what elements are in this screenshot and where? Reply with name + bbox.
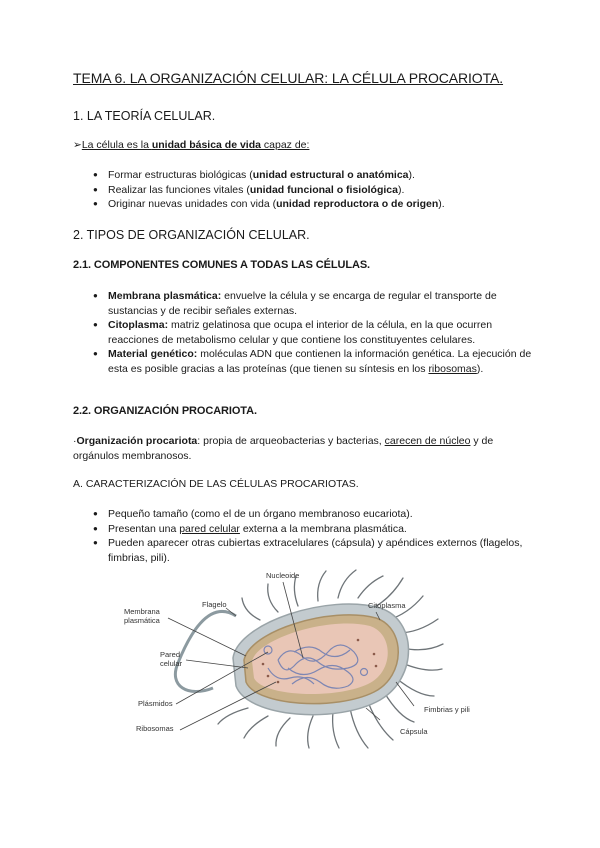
- prokaryotic-cell-diagram: [118, 568, 503, 758]
- label-ribosomas: Ribosomas: [136, 724, 174, 733]
- label-pared: Pared: [160, 650, 181, 659]
- cell-theory-list: [93, 168, 533, 212]
- subsection-a-heading: A. CARACTERIZACIÓN DE LAS CÉLULAS PROCARIOTAS.: [73, 478, 359, 490]
- label-membrana: Membrana: [124, 607, 160, 616]
- components-list: [93, 289, 533, 377]
- section-2-heading: 2. TIPOS DE ORGANIZACIÓN CELULAR.: [73, 228, 310, 242]
- label-plasmatica: plasmática: [124, 616, 160, 625]
- subsection-2-1-heading: 2.1. COMPONENTES COMUNES A TODAS LAS CÉLULAS.: [73, 259, 371, 271]
- label-fimbrias: Fimbrias y pili: [424, 705, 470, 714]
- intro-underlined: [82, 139, 310, 151]
- list-item: ● Material genético: moléculas ADN que contienen la información genética. La ejecución de esta es posible gracias a las proteínas (que tienen su síntesis en los ribosomas).: [93, 347, 533, 376]
- section-1-intro: [73, 138, 309, 153]
- list-item: ● Pequeño tamaño (como el de un órgano membranoso eucariota).: [93, 507, 533, 522]
- list-item: ● Formar estructuras biológicas (unidad estructural o anatómica).: [93, 168, 533, 183]
- intro-text-c: capaz de:: [260, 139, 310, 151]
- list-item: ● Pueden aparecer otras cubiertas extracelulares (cápsula) y apéndices externos (flagelos, fimbrias, pili).: [93, 536, 533, 565]
- page-title: TEMA 6. LA ORGANIZACIÓN CELULAR: LA CÉLULA PROCARIOTA.: [73, 70, 504, 86]
- label-capsula: Cápsula: [400, 727, 428, 736]
- list-item: ● Citoplasma: matriz gelatinosa que ocupa el interior de la célula, en la que ocurren reacciones de metabolismo celular y que contiene los constituyentes celulares.: [93, 318, 533, 347]
- arrow-bullet-icon: ➢: [73, 139, 82, 151]
- list-item: ● Presentan una pared celular externa a la membrana plasmática.: [93, 522, 533, 537]
- intro-bold: unidad básica de vida: [151, 139, 261, 151]
- list-item: ● Realizar las funciones vitales (unidad funcional o fisiológica).: [93, 183, 533, 198]
- section-1-heading: 1. LA TEORÍA CELULAR.: [73, 109, 216, 123]
- list-item: ● Originar nuevas unidades con vida (unidad reproductora o de origen).: [93, 197, 533, 212]
- list-item: ● Membrana plasmática: envuelve la célula y se encarga de regular el transporte de sustancias y de recibir señales externas.: [93, 289, 533, 318]
- label-celular: celular: [160, 659, 183, 668]
- flagellum-shape: [175, 611, 236, 691]
- label-nucleoide: Nucleoide: [266, 571, 300, 580]
- label-plasmidos: Plásmidos: [138, 699, 173, 708]
- procariota-definition: ·Organización procariota: propia de arqueobacterias y bacterias, carecen de núcleo y de orgánulos membranosos.: [73, 435, 494, 462]
- characteristics-list: [93, 507, 533, 565]
- label-citoplasma: Citoplasma: [368, 601, 406, 610]
- subsection-2-2-heading: 2.2. ORGANIZACIÓN PROCARIOTA.: [73, 405, 257, 417]
- intro-text-a: La célula es la: [81, 139, 152, 151]
- label-flagelo: Flagelo: [202, 600, 227, 609]
